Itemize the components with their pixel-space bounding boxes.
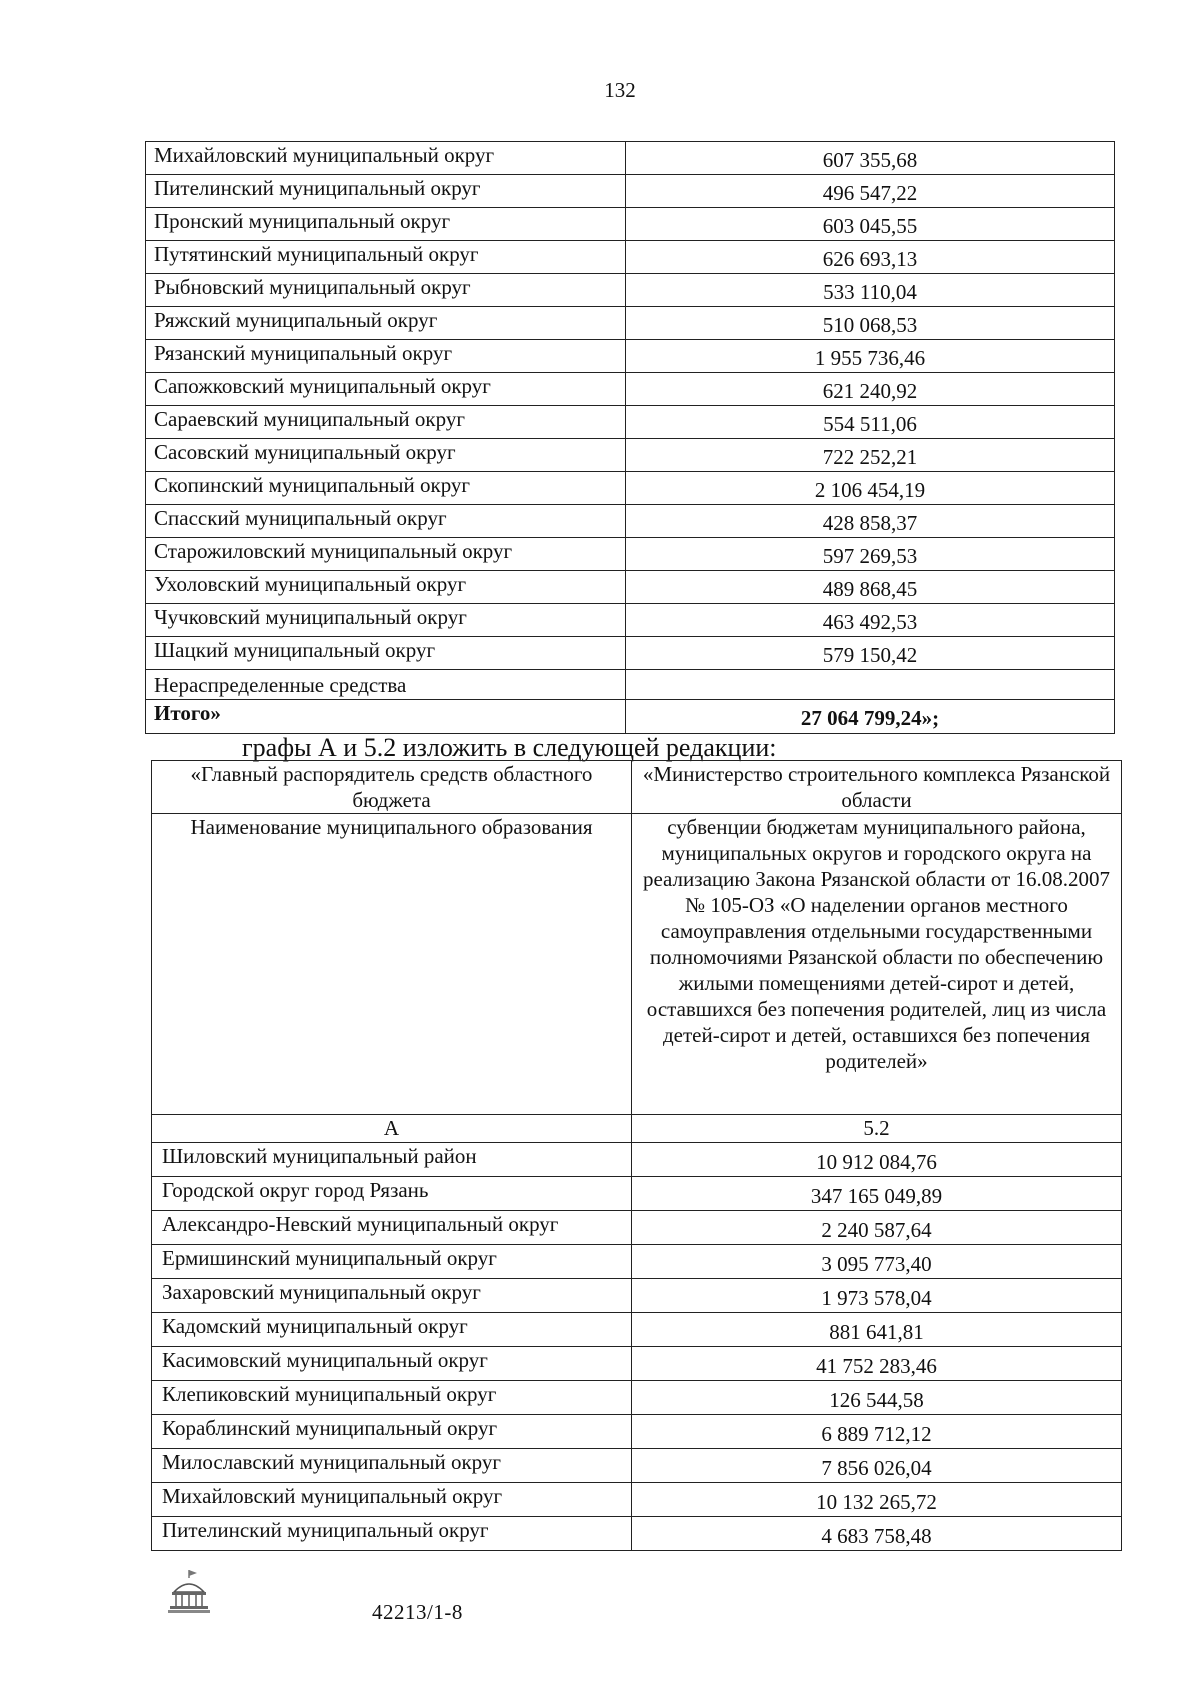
table-row: [146, 439, 1115, 472]
municipality-name: Михайловский муниципальный округ: [152, 1483, 632, 1517]
amount-value: 533 110,04: [626, 274, 1115, 307]
amount-value: 621 240,92: [626, 373, 1115, 406]
bottom-table: [151, 760, 1122, 1551]
amount-value: 10 132 265,72: [632, 1483, 1122, 1517]
municipality-name: Старожиловский муниципальный округ: [146, 538, 626, 571]
intro-text: графы А и 5.2 изложить в следующей редакции:: [242, 733, 777, 762]
amount-value: 722 252,21: [626, 439, 1115, 472]
table-row: [146, 604, 1115, 637]
col-letter-left: А: [152, 1115, 632, 1143]
amount-value: 597 269,53: [626, 538, 1115, 571]
unallocated-value: [626, 670, 1115, 700]
municipality-name: Ермишинский муниципальный округ: [152, 1245, 632, 1279]
table-row: [146, 142, 1115, 175]
table-row: [146, 241, 1115, 274]
amount-value: 6 889 712,12: [632, 1415, 1122, 1449]
table-row: [146, 373, 1115, 406]
table-row: [146, 637, 1115, 670]
municipality-name: Шацкий муниципальный округ: [146, 637, 626, 670]
municipality-name: Клепиковский муниципальный округ: [152, 1381, 632, 1415]
table-row: [152, 1381, 1122, 1415]
municipality-name: Ряжский муниципальный округ: [146, 307, 626, 340]
table-row: [146, 538, 1115, 571]
table-row: [146, 472, 1115, 505]
table-row: [152, 1177, 1122, 1211]
municipality-name: Рязанский муниципальный округ: [146, 340, 626, 373]
municipality-name: Касимовский муниципальный округ: [152, 1347, 632, 1381]
amount-value: 463 492,53: [626, 604, 1115, 637]
municipality-name: Ухоловский муниципальный округ: [146, 571, 626, 604]
col-header-right: субвенции бюджетам муниципального района, муниципальных округов и городского округа на реализацию Закона Рязанской области от 16.08.2007 № 105-ОЗ «О наделении органов местного самоуправления отдельными государственными полномочиями Рязанской области по обеспечению жилыми помещениями детей-сирот и детей, оставшихся без попечения родителей, лиц из числа детей-сирот и детей, оставшихся без попечения родителей»: [632, 814, 1122, 1115]
municipality-name: Пителинский муниципальный округ: [152, 1517, 632, 1551]
amount-value: 41 752 283,46: [632, 1347, 1122, 1381]
municipality-name: Михайловский муниципальный округ: [146, 142, 626, 175]
table-row: [152, 1211, 1122, 1245]
amount-value: 347 165 049,89: [632, 1177, 1122, 1211]
municipality-name: Скопинский муниципальный округ: [146, 472, 626, 505]
amount-value: 126 544,58: [632, 1381, 1122, 1415]
amount-value: 607 355,68: [626, 142, 1115, 175]
municipality-name: Чучковский муниципальный округ: [146, 604, 626, 637]
amount-value: 496 547,22: [626, 175, 1115, 208]
duma-emblem-icon: [166, 1568, 212, 1616]
municipality-name: Александро-Невский муниципальный округ: [152, 1211, 632, 1245]
amount-value: 1 955 736,46: [626, 340, 1115, 373]
municipality-name: Захаровский муниципальный округ: [152, 1279, 632, 1313]
amount-value: 3 095 773,40: [632, 1245, 1122, 1279]
page-number: 132: [604, 78, 636, 102]
table-row: [152, 1245, 1122, 1279]
unallocated-label: Нераспределенные средства: [146, 670, 626, 700]
col-header-left: Наименование муниципального образования: [152, 814, 632, 1115]
header-row: [152, 761, 1122, 814]
table-row: [146, 307, 1115, 340]
head-left: «Главный распорядитель средств областного бюджета: [152, 761, 632, 814]
municipality-name: Пителинский муниципальный округ: [146, 175, 626, 208]
amount-value: 554 511,06: [626, 406, 1115, 439]
table-row: [152, 1483, 1122, 1517]
table-row: [152, 1517, 1122, 1551]
amount-value: 7 856 026,04: [632, 1449, 1122, 1483]
column-header-row: [152, 814, 1122, 1115]
amount-value: 2 106 454,19: [626, 472, 1115, 505]
table-row: [146, 208, 1115, 241]
table-row: [152, 1449, 1122, 1483]
unallocated-row: [146, 670, 1115, 700]
total-row: [146, 700, 1115, 734]
municipality-name: Кадомский муниципальный округ: [152, 1313, 632, 1347]
amount-value: 603 045,55: [626, 208, 1115, 241]
amount-value: 10 912 084,76: [632, 1143, 1122, 1177]
table-row: [146, 406, 1115, 439]
municipality-name: Рыбновский муниципальный округ: [146, 274, 626, 307]
col-letter-right: 5.2: [632, 1115, 1122, 1143]
amount-value: 489 868,45: [626, 571, 1115, 604]
table-row: [152, 1279, 1122, 1313]
table-row: [146, 340, 1115, 373]
table-row: [146, 505, 1115, 538]
table-row: [146, 571, 1115, 604]
total-value: 27 064 799,24»;: [626, 700, 1115, 734]
amount-value: 510 068,53: [626, 307, 1115, 340]
municipality-name: Пронский муниципальный округ: [146, 208, 626, 241]
table-row: [146, 175, 1115, 208]
municipality-name: Милославский муниципальный округ: [152, 1449, 632, 1483]
municipality-name: Спасский муниципальный округ: [146, 505, 626, 538]
municipality-name: Сапожковский муниципальный округ: [146, 373, 626, 406]
table-row: [152, 1415, 1122, 1449]
amount-value: 1 973 578,04: [632, 1279, 1122, 1313]
amount-value: 4 683 758,48: [632, 1517, 1122, 1551]
document-code: 42213/1-8: [372, 1600, 463, 1624]
top-table: [145, 141, 1115, 734]
table-row: [152, 1347, 1122, 1381]
table-row: [152, 1143, 1122, 1177]
amount-value: 2 240 587,64: [632, 1211, 1122, 1245]
municipality-name: Шиловский муниципальный район: [152, 1143, 632, 1177]
column-letters-row: [152, 1115, 1122, 1143]
total-label: Итого»: [146, 700, 626, 734]
table-row: [146, 274, 1115, 307]
amount-value: 579 150,42: [626, 637, 1115, 670]
municipality-name: Сасовский муниципальный округ: [146, 439, 626, 472]
municipality-name: Кораблинский муниципальный округ: [152, 1415, 632, 1449]
head-right: «Министерство строительного комплекса Рязанской области: [632, 761, 1122, 814]
table-row: [152, 1313, 1122, 1347]
amount-value: 428 858,37: [626, 505, 1115, 538]
municipality-name: Путятинский муниципальный округ: [146, 241, 626, 274]
municipality-name: Городской округ город Рязань: [152, 1177, 632, 1211]
municipality-name: Сараевский муниципальный округ: [146, 406, 626, 439]
amount-value: 626 693,13: [626, 241, 1115, 274]
amount-value: 881 641,81: [632, 1313, 1122, 1347]
